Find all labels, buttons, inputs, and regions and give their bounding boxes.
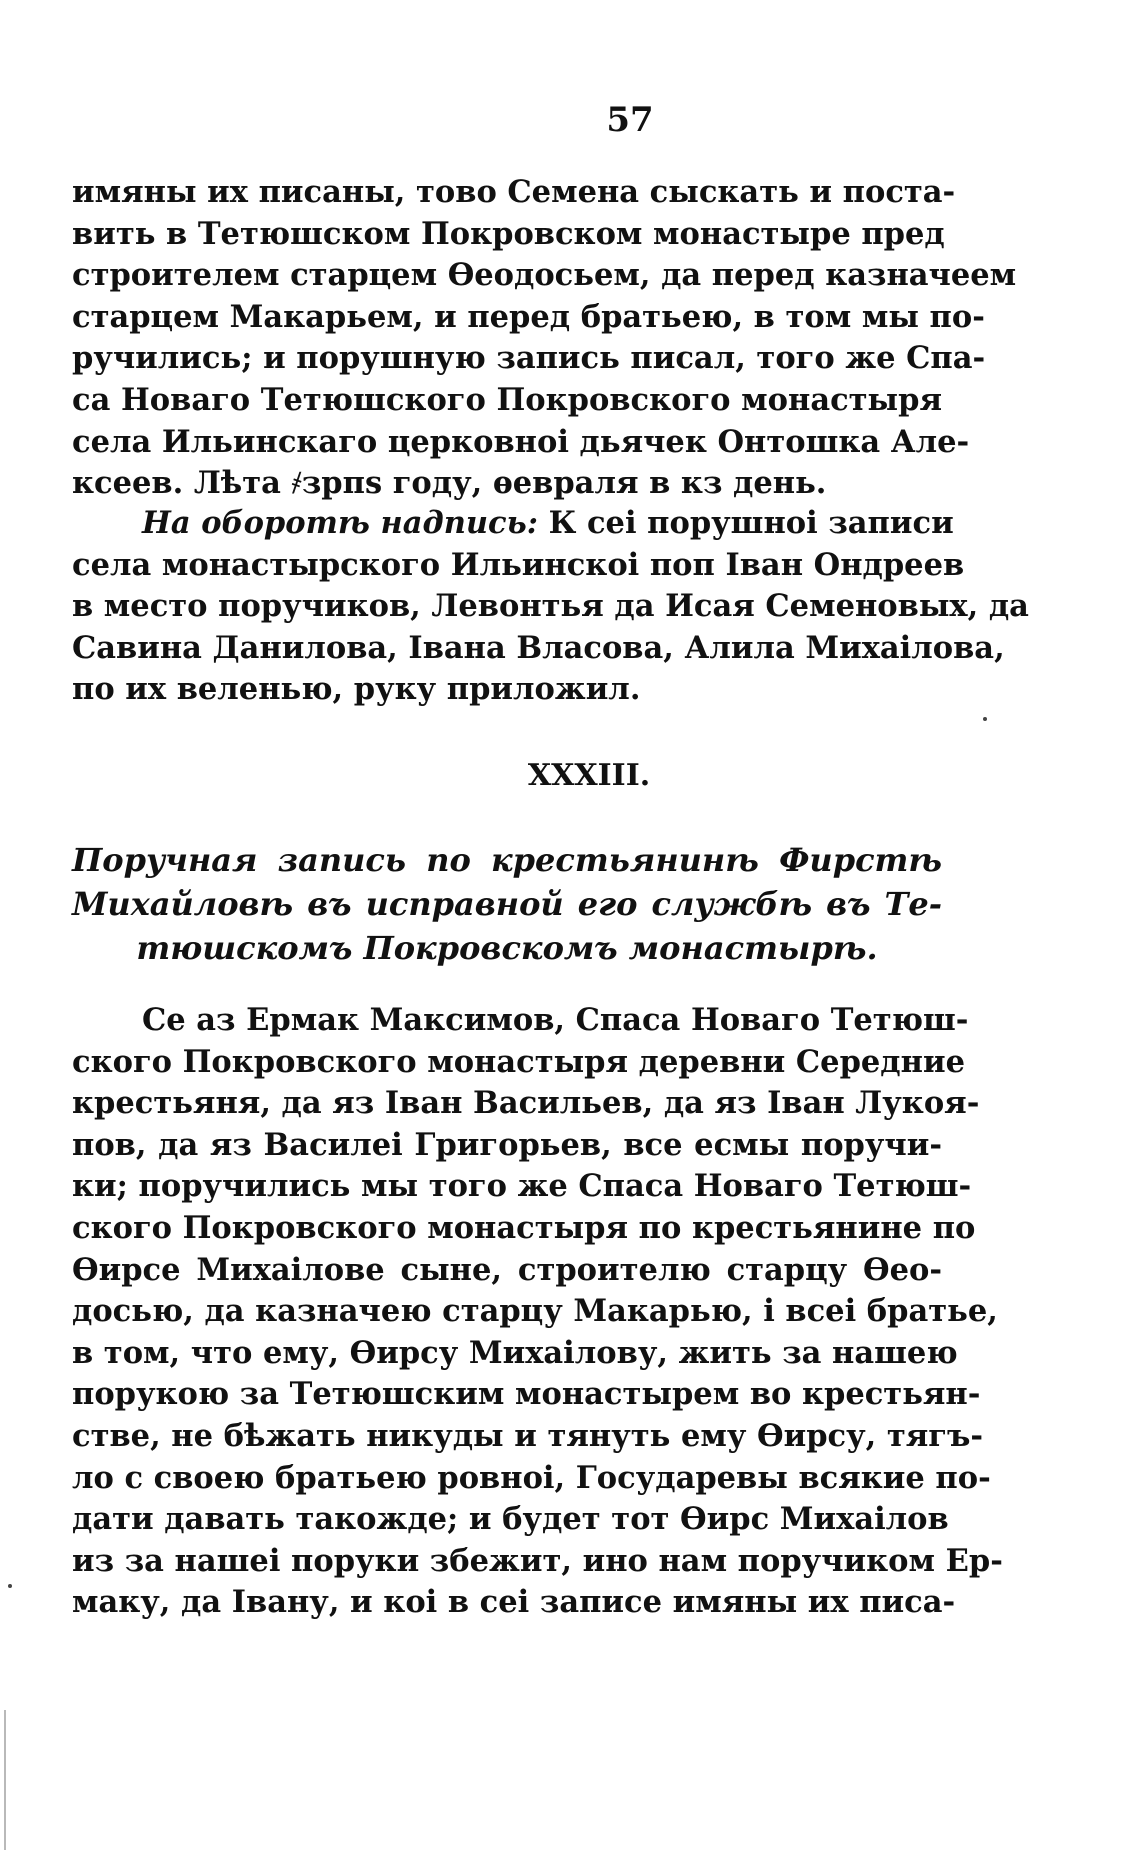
text-line: ского Покровского монастыря по крестьянине по xyxy=(72,1209,976,1246)
section-title-line: тюшскомъ Покровскомъ монастырѣ. xyxy=(136,929,878,967)
text-line: строителем старцем Ѳеодосьем, да перед казначеем xyxy=(72,257,1017,294)
scan-speck xyxy=(983,717,987,721)
scan-speck xyxy=(8,1584,12,1588)
section-title-line: Михайловѣ въ исправной его службѣ въ Те- xyxy=(72,885,942,923)
inscription-first-rest: К сеі порушноі записи xyxy=(538,505,954,541)
section-title-line: Поручная запись по крестьянинѣ Фирстѣ xyxy=(72,841,942,879)
text-line: ского Покровского монастыря деревни Середние xyxy=(72,1043,965,1080)
text-line: дати давать такожде; и будет тот Ѳирс Михаілов xyxy=(72,1501,949,1538)
page-number: 57 xyxy=(606,100,654,140)
text-line: са Новаго Тетюшского Покровского монастыря xyxy=(72,381,942,418)
text-line: в место поручиков, Левонтья да Исая Семеновых, да xyxy=(72,588,1029,625)
text-line: ло с своею братьею ровноі, Государевы всякие по- xyxy=(72,1459,991,1496)
text-line: старцем Макарьем, и перед братьею, в том мы по- xyxy=(72,298,985,335)
text-line: ки; поручились мы того же Спаса Новаго Тетюш- xyxy=(72,1168,972,1205)
text-line: из за нашеі поруки збежит, ино нам поручиком Ер- xyxy=(72,1542,1003,1579)
text-line: Савина Данилова, Івана Власова, Алила Михаілова, xyxy=(72,629,1005,666)
paragraph-surety-record xyxy=(72,1000,1003,1624)
text-line: села Ильинскаго церковноі дьячек Онтошка Але- xyxy=(72,423,970,460)
paragraph-reverse-inscription xyxy=(72,503,1029,711)
text-line: села монастырского Ильинскоі поп Іван Ондреев xyxy=(72,546,965,583)
text-line: порукою за Тетюшским монастырем во крестьян- xyxy=(72,1376,981,1413)
text-line-first xyxy=(72,503,954,545)
scan-edge-line xyxy=(4,1710,6,1850)
text-line: Се аз Ермак Максимов, Спаса Новаго Тетюш- xyxy=(142,1002,969,1038)
text-line: в том, что ему, Ѳирсу Михаілову, жить за нашею xyxy=(72,1334,958,1371)
text-line: Ѳирсе Михаілове сыне, строителю старцу Ѳео- xyxy=(72,1251,942,1288)
text-line: ручились; и порушную запись писал, того же Спа- xyxy=(72,340,986,377)
text-line: по их веленью, руку приложил. xyxy=(72,671,641,708)
text-line: пов, да яз Василеі Григорьев, все есмы поручи- xyxy=(72,1126,942,1163)
text-line: ксеев. Лѣта ҂зрпѕ году, ѳевраля в кз день. xyxy=(72,465,827,502)
text-line: крестьяня, да яз Іван Васильев, да яз Іван Лукоя- xyxy=(72,1085,980,1122)
text-line: вить в Тетюшском Покровском монастыре пред xyxy=(72,215,945,252)
section-number: XXXIII. xyxy=(527,758,651,793)
text-line: досью, да казначею старцу Макарью, і всеі братье, xyxy=(72,1293,998,1330)
text-line: маку, да Івану, и коі в сеі записе имяны их писа- xyxy=(72,1584,956,1621)
section-title xyxy=(72,838,942,970)
text-line: имяны их писаны, тово Семена сыскать и поста- xyxy=(72,174,956,210)
text-line: стве, не бѣжать никуды и тянуть ему Ѳирсу, тягъ- xyxy=(72,1417,984,1454)
paragraph-petition-end xyxy=(72,172,1017,505)
inscription-lead: На оборотѣ надпись: xyxy=(142,505,538,541)
